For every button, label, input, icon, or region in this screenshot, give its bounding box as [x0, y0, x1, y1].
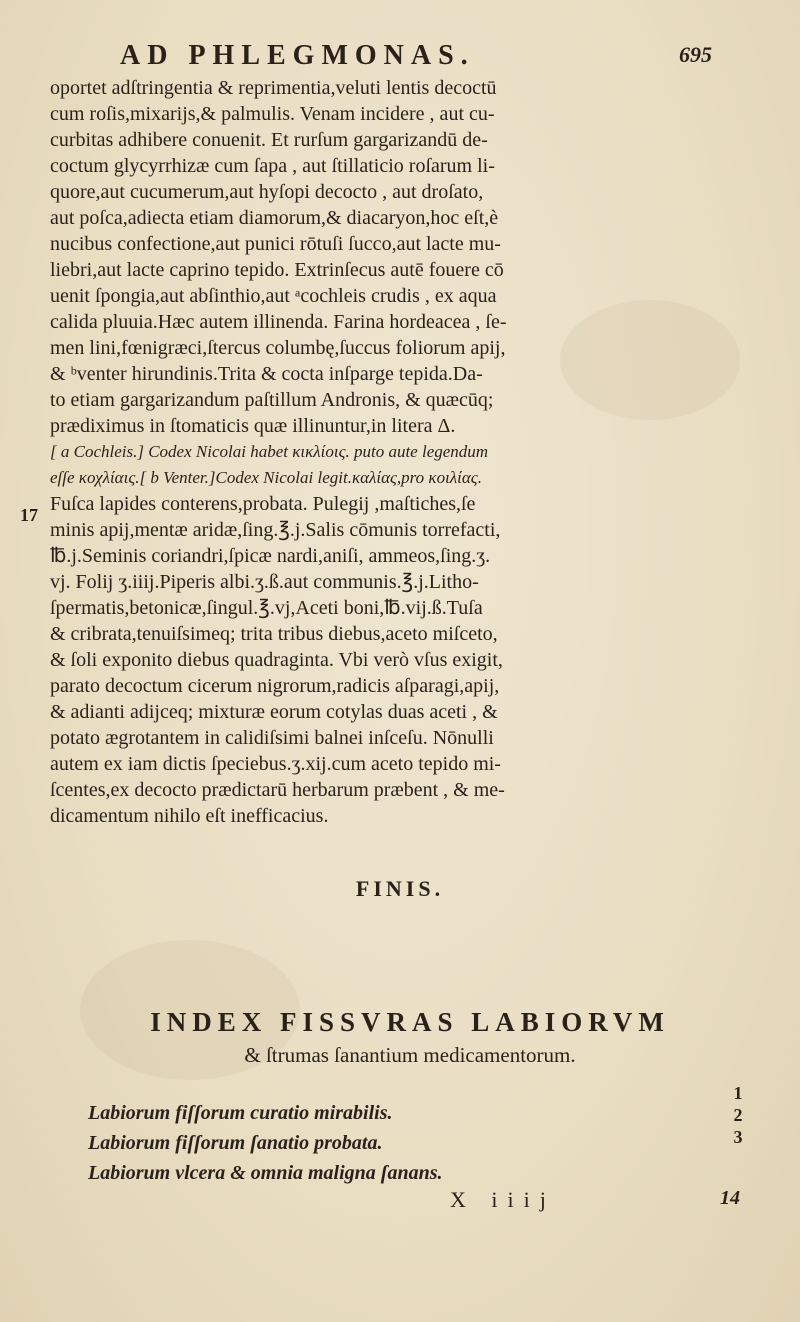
text-line: Fuſca lapides conterens,probata. Pulegij ,maſtiches,ſe [50, 493, 476, 515]
text-line: & cribrata,tenuiſsimeq; trita tribus diebus,aceto miſceto, [50, 623, 498, 645]
text-line: coctum glycyrrhizæ cum ſapa , aut ſtillaticio roſarum li- [50, 155, 495, 177]
index-entry-page: 3 [733, 1127, 743, 1147]
text-line: cum roſis,mixarijs,& palmulis. Venam incidere , aut cu- [50, 103, 495, 125]
running-head: AD PHLEGMONAS. [120, 40, 475, 71]
index-entries [88, 1098, 688, 1188]
text-line: & ᵇventer hirundinis.Trita & cocta inſparge tepida.Da- [50, 363, 483, 385]
text-line: aut poſca,adiecta etiam diamorum,& diacaryon,hoc eſt,è [50, 207, 499, 229]
text-line: minis apij,mentæ aridæ,ſing.℥.j.Salis cōmunis torrefacti, [50, 519, 501, 541]
text-line: liebri,aut lacte caprino tepido. Extrinſecus autē fouere cō [50, 259, 504, 281]
catchword-number: 14 [720, 1187, 740, 1209]
text-line: ſpermatis,betonicæ,ſingul.℥.vj,Aceti boni,℔.vij.ß.Tuſa [50, 597, 483, 619]
text-line: calida pluuia.Hæc autem illinenda. Farina hordeacea , ſe- [50, 311, 507, 333]
index-entry: Labiorum fiſſorum curatio mirabilis. [88, 1102, 393, 1124]
index-title: INDEX FISSVRAS LABIORVM [150, 1007, 670, 1037]
index-page-numbers [718, 1082, 758, 1148]
text-line: men lini,fœnigræci,ſtercus columbę,ſuccus foliorum apij, [50, 337, 506, 359]
text-line: parato decoctum cicerum nigrorum,radicis aſparagi,apij, [50, 675, 500, 697]
text-line: [ a Cochleis.] Codex Nicolai habet κικλίοις. puto aute legendum [50, 442, 489, 461]
text-line: prædiximus in ſtomaticis quæ illinuntur,in litera Δ. [50, 415, 456, 437]
main-text-block [50, 75, 745, 829]
text-line: dicamentum nihilo eſt inefficacius. [50, 805, 329, 827]
index-subtitle: & ſtrumas ſanantium medicamentorum. [244, 1043, 576, 1067]
index-entry-page: 2 [733, 1105, 743, 1125]
text-line: autem ex iam dictis ſpeciebus.ʒ.xij.cum aceto tepido mi- [50, 753, 501, 775]
text-line: & ſoli exponito diebus quadraginta. Vbi verò vſus exigit, [50, 649, 503, 671]
index-entry: Labiorum fiſſorum ſanatio probata. [88, 1132, 383, 1154]
finis-heading: FINIS. [355, 876, 445, 901]
text-line: & adianti adijceq; mixturæ eorum cotylas duas aceti , & [50, 701, 498, 723]
index-entry-page: 1 [733, 1083, 743, 1103]
page-header [120, 40, 720, 76]
text-line: nucibus confectione,aut punici rōtuſi ſucco,aut lacte mu- [50, 233, 501, 255]
text-line: vj. Folij ʒ.iiij.Piperis albi.ʒ.ß.aut communis.℥.j.Litho- [50, 571, 479, 593]
text-line: curbitas adhibere conuenit. Et rurſum gargarizandū de- [50, 129, 488, 151]
index-entry: Labiorum vlcera & omnia maligna ſanans. [88, 1162, 443, 1184]
text-line: to etiam gargarizandum paſtillum Andronis, & quæcūq; [50, 389, 494, 411]
text-line: ſcentes,ex decocto prædictarū herbarum præbent , & me- [50, 779, 505, 801]
text-line: quore,aut cucumerum,aut hyſopi decocto , aut droſato, [50, 181, 484, 203]
text-line: oportet adſtringentia & reprimentia,veluti lentis decoctū [50, 77, 497, 99]
marginal-number: 17 [20, 505, 38, 525]
text-line: ℔.j.Seminis coriandri,ſpicæ nardi,aniſi, ammeos,ſing.ʒ. [50, 545, 491, 567]
text-line: uenit ſpongia,aut abſinthio,aut ᵃcochleis crudis , ex aqua [50, 285, 497, 307]
page-number: 695 [679, 42, 712, 67]
text-line: eſſe κοχλίαις.[ b Venter.]Codex Nicolai legit.καλίας,pro κοιλίας. [50, 468, 482, 487]
signature-mark: X iiij [450, 1187, 556, 1212]
text-line: potato ægrotantem in calidiſsimi balnei inſceſu. Nōnulli [50, 727, 494, 749]
